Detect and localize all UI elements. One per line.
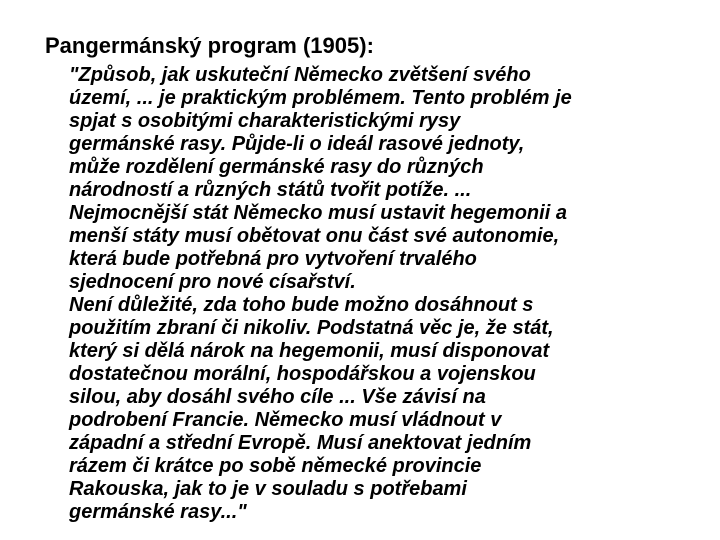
quote-line: Není důležité, zda toho bude možno dosáhnout s	[69, 294, 534, 316]
quote-line: Nejmocnější stát Německo musí ustavit hegemonii a	[69, 202, 567, 224]
slide-title: Pangermánský program (1905):	[45, 33, 374, 58]
quote-line: sjednocení pro nové císařství.	[69, 271, 356, 293]
quote-line: národností a různých států tvořit potíže. ...	[69, 179, 472, 201]
quote-line: západní a střední Evropě. Musí anektovat jedním	[69, 432, 532, 454]
quote-line: "Způsob, jak uskuteční Německo zvětšení svého	[69, 64, 531, 86]
quote-line: silou, aby dosáhl svého cíle ... Vše závisí na	[69, 386, 486, 408]
quote-line: může rozdělení germánské rasy do různých	[69, 156, 484, 178]
quote-line: území, ... je praktickým problémem. Tento problém je	[69, 87, 572, 109]
quote-line: spjat s osobitými charakteristickými rysy	[69, 110, 461, 132]
quote-line: menší státy musí obětovat onu část své autonomie,	[69, 225, 560, 247]
quote-line: která bude potřebná pro vytvoření trvalého	[69, 248, 477, 270]
quote-line: germánské rasy. Půjde-li o ideál rasové jednoty,	[69, 133, 525, 155]
quote-line: který si dělá nárok na hegemonii, musí disponovat	[69, 340, 550, 362]
quote-block	[69, 64, 709, 524]
quote-line: germánské rasy..."	[69, 501, 247, 523]
quote-line: Rakouska, jak to je v souladu s potřebami	[69, 478, 467, 500]
quote-line: dostatečnou morální, hospodářskou a vojenskou	[69, 363, 536, 385]
quote-line: použitím zbraní či nikoliv. Podstatná věc je, že stát,	[69, 317, 554, 339]
quote-line: rázem či krátce po sobě německé provincie	[69, 455, 482, 477]
quote-line: podrobení Francie. Německo musí vládnout v	[69, 409, 502, 431]
